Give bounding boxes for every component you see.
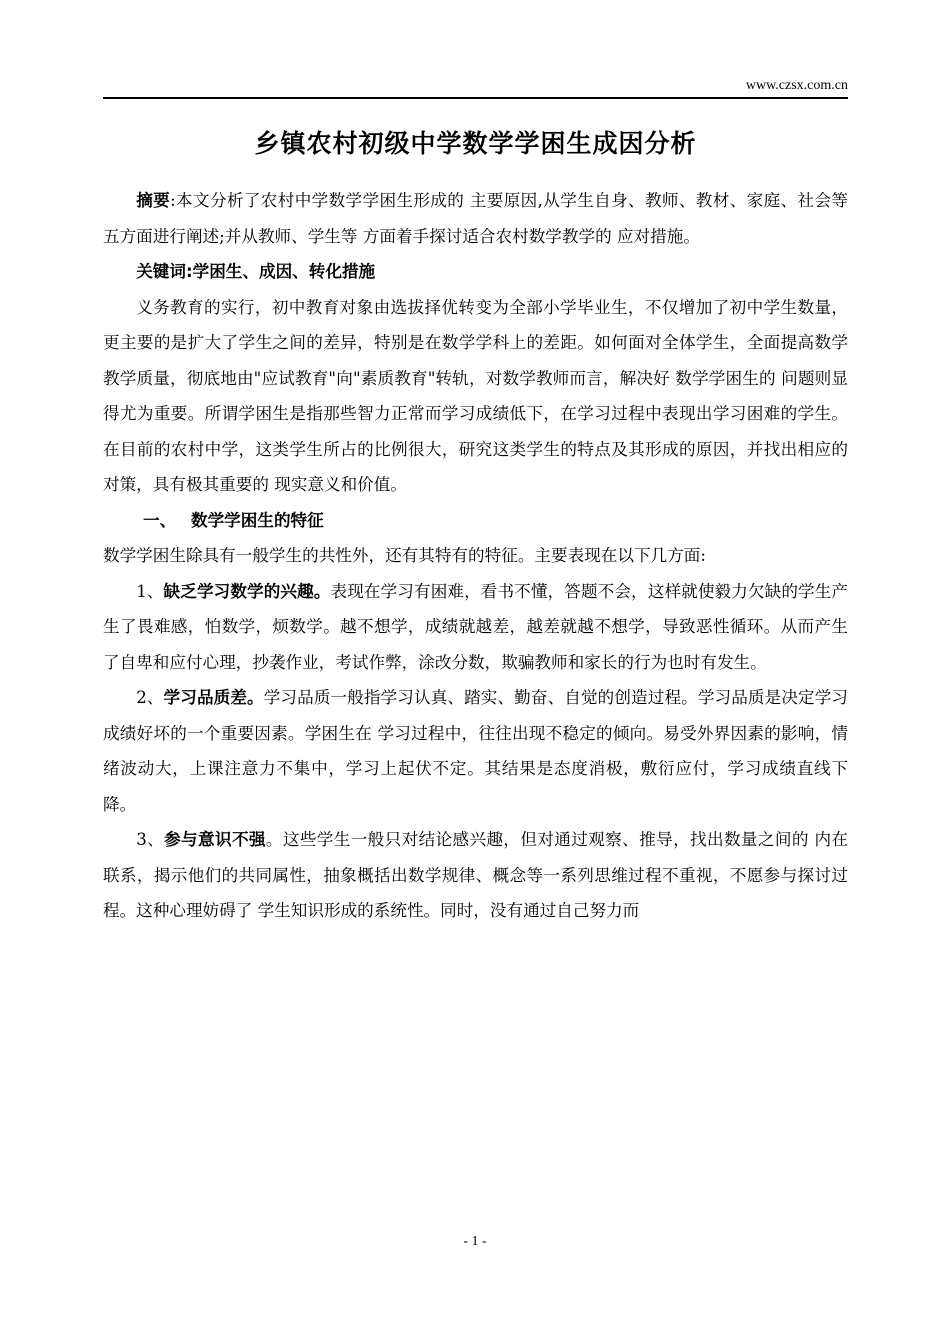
header-divider <box>103 97 848 99</box>
item-number: 2、 <box>136 688 164 707</box>
document-title: 乡镇农村初级中学数学学困生成因分析 <box>254 129 697 158</box>
section-heading <box>103 503 848 539</box>
abstract-text: :本文分析了农村中学数学学困生形成的 主要原因,从学生自身、教师、教材、家庭、社会等五方面进行阐述;并从教师、学生等 方面着手探讨适合农村数学教学的 应对措施。 <box>103 191 849 246</box>
item-heading: 缺乏学习数学的兴趣。 <box>163 581 331 601</box>
section-title: 数学学困生的特征 <box>191 510 324 530</box>
abstract-paragraph <box>103 183 848 254</box>
section-lead: 数学学困生除具有一般学生的共性外，还有其特有的特征。主要表现在以下几方面: <box>103 546 706 565</box>
item-text: 。这些学生一般只对结论感兴趣，但对通过观察、推导，找出数量之间的 内在联系，揭示他们的共同属性，抽象概括出数学规律、概念等一系列思维过程不重视，不愿参与探讨过程。这种心理妨碍了 学生知识形成的系统性。同时，没有通过自己努力而 <box>103 830 848 920</box>
keywords: 关键词:学困生、成因、转化措施 <box>136 262 376 281</box>
page-number: - 1 - <box>463 1234 487 1249</box>
item-heading: 参与意识不强 <box>164 830 266 849</box>
item-text: 表现在学习有困难，看书不懂，答题不会，这样就使毅力欠缺的学生产生了畏难感，怕数学，烦数学。越不想学，成绩就越差，越差就越不想学，导致恶性循环。从而产生了自卑和应付心理，抄袭作业，考试作弊，涂改分数，欺骗教师和家长的行为也时有发生。 <box>103 581 849 672</box>
header-url: www.czsx.com.cn <box>745 78 848 93</box>
item-text: 学习品质一般指学习认真、踏实、勤奋、自觉的创造过程。学习品质是决定学习成绩好坏的一个重要因素。学困生在 学习过程中，往往出现不稳定的倾向。易受外界因素的影响，情绪波动大，上课注意力不集中，学习上起伏不定。其结果是态度消极，敷衍应付，学习成绩直线下降。 <box>103 688 849 814</box>
list-item <box>103 574 848 681</box>
item-number: 3、 <box>136 830 165 849</box>
item-number: 1、 <box>136 581 164 601</box>
abstract-label: 摘要 <box>136 191 171 210</box>
list-item <box>103 822 848 929</box>
intro-paragraph: 义务教育的实行，初中教育对象由选拔择优转变为全部小学毕业生，不仅增加了初中学生数量，更主要的是扩大了学生之间的差异，特别是在数学学科上的差距。如何面对全体学生，全面提高数学教学质量，彻底地由"应试教育"向"素质教育"转轨，对数学教师而言，解决好 数学学困生的 问题则显得尤为重要。所谓学困生是指那些智力正常而学习成绩低下，在学习过程中表现出学习困难的学生。在目前的农村中学，这类学生所占的比例很大，研究这类学生的特点及其形成的原因，并找出相应的 对策，具有极其重要的 现实意义和价值。 <box>103 297 848 494</box>
list-item <box>103 680 848 822</box>
document-body <box>103 183 848 929</box>
item-heading: 学习品质差。 <box>163 688 264 707</box>
section-number: 一、 <box>143 510 177 530</box>
